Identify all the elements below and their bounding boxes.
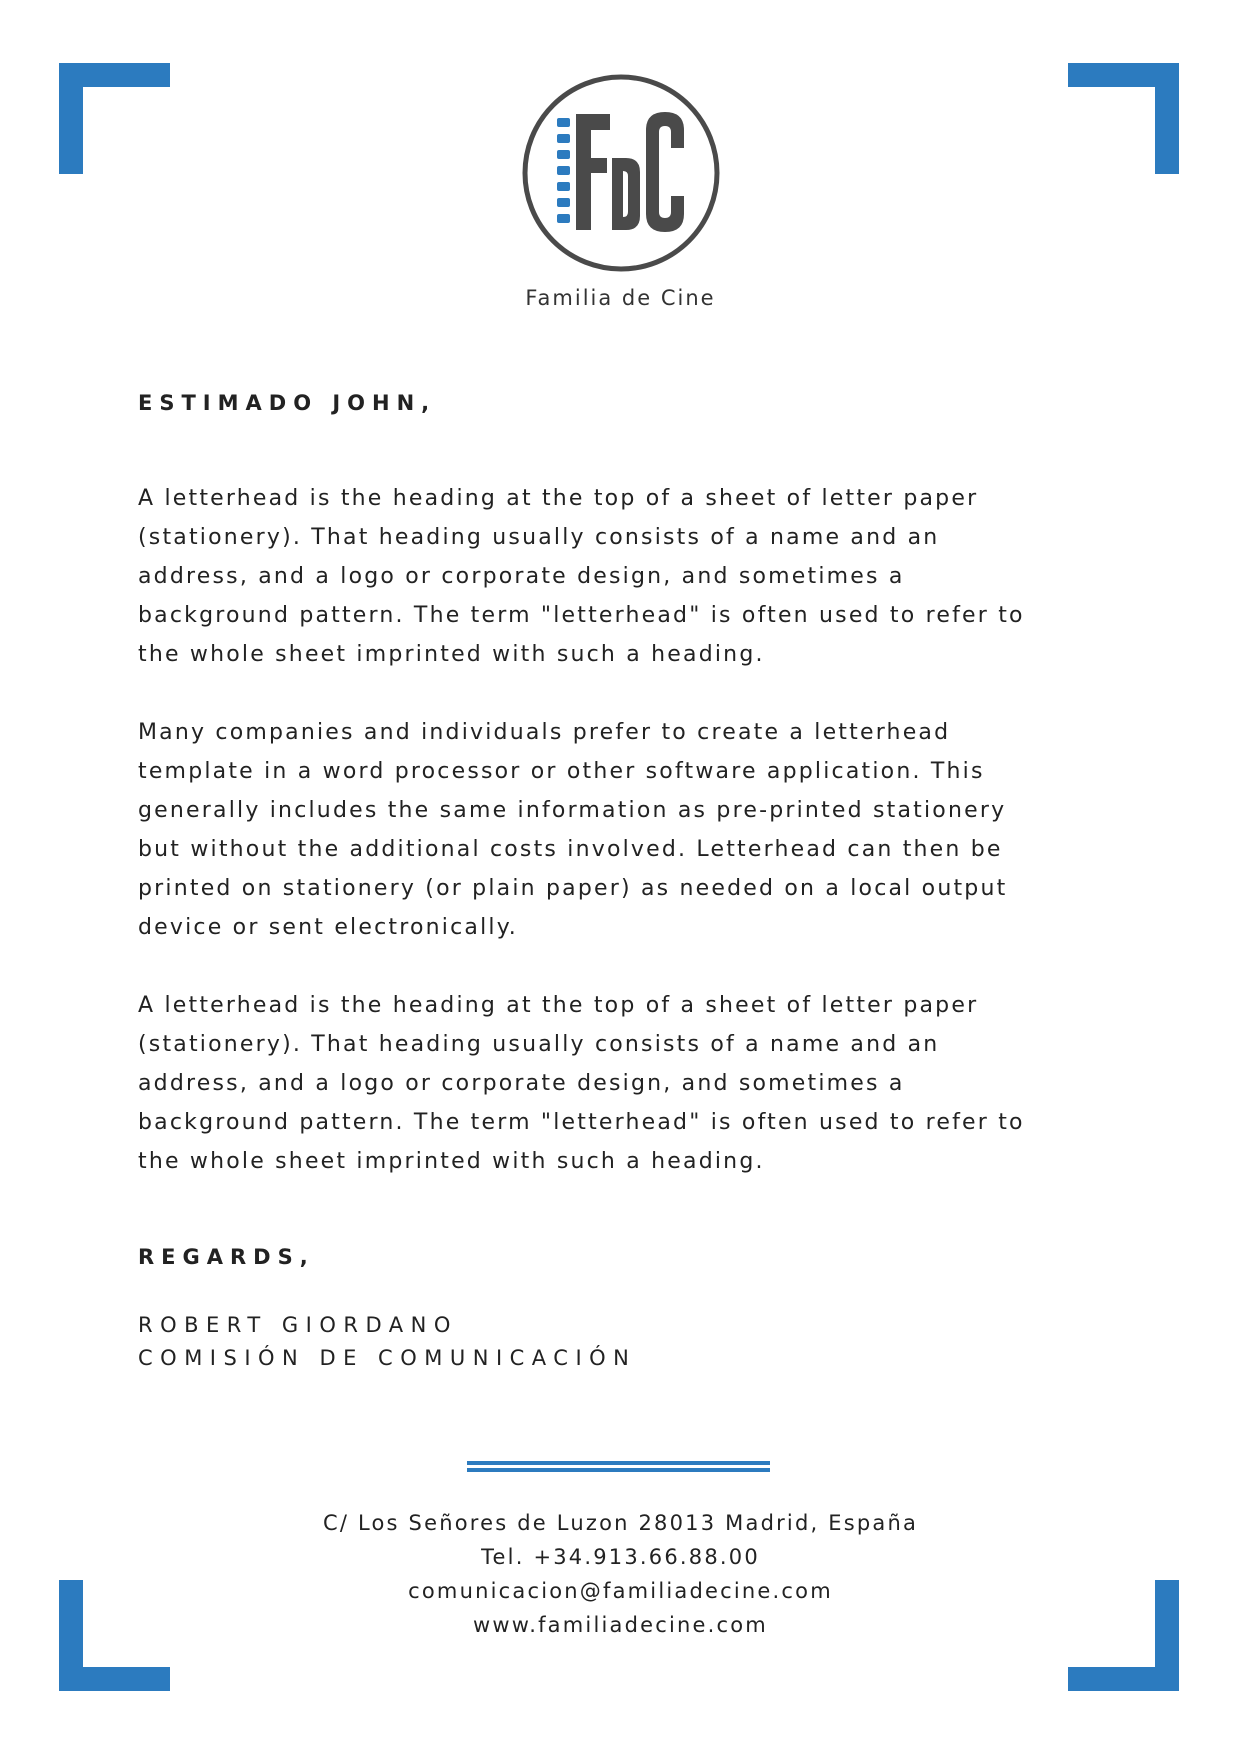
paragraph: A letterhead is the heading at the top of a sheet of letter paper (stationery). That heading usually consists of a name and an address, and a logo or corporate design, and sometimes a background pattern. The term "letterhead" is often used to refer to the whole sheet imprinted with such a heading. bbox=[138, 993, 1025, 1174]
greeting: ESTIMADO JOHN, bbox=[138, 391, 437, 415]
letter-body bbox=[138, 479, 1118, 1220]
paragraph: A letterhead is the heading at the top of a sheet of letter paper (stationery). That heading usually consists of a name and an address, and a logo or corporate design, and sometimes a background pattern. The term "letterhead" is often used to refer to the whole sheet imprinted with such a heading. bbox=[138, 486, 1025, 667]
signer-title: COMISIÓN DE COMUNICACIÓN bbox=[138, 1346, 637, 1370]
fdc-logo bbox=[522, 74, 720, 272]
footer-address: C/ Los Señores de Luzon 28013 Madrid, España bbox=[322, 1511, 919, 1535]
corner-bracket-top-left bbox=[59, 63, 170, 174]
footer-divider bbox=[467, 1461, 770, 1473]
footer-contact bbox=[220, 1506, 1021, 1642]
paragraph: Many companies and individuals prefer to create a letterhead template in a word processor or other software application. This generally includes the same information as pre-printed stationery but without the additional costs involved. Letterhead can then be printed on stationery (or plain paper) as needed on a local output device or sent electronically. bbox=[138, 720, 1008, 940]
footer-phone: Tel. +34.913.66.88.00 bbox=[481, 1545, 760, 1569]
footer-email: comunicacion@familiadecine.com bbox=[408, 1579, 833, 1603]
signature-block bbox=[138, 1309, 636, 1375]
signer-name: ROBERT GIORDANO bbox=[138, 1313, 458, 1337]
brand-name: Familia de Cine bbox=[525, 286, 716, 310]
closing: REGARDS, bbox=[138, 1245, 315, 1269]
corner-bracket-bottom-right bbox=[1068, 1580, 1179, 1691]
corner-bracket-top-right bbox=[1068, 63, 1179, 174]
corner-bracket-bottom-left bbox=[59, 1580, 170, 1691]
footer-website: www.familiadecine.com bbox=[473, 1613, 768, 1637]
